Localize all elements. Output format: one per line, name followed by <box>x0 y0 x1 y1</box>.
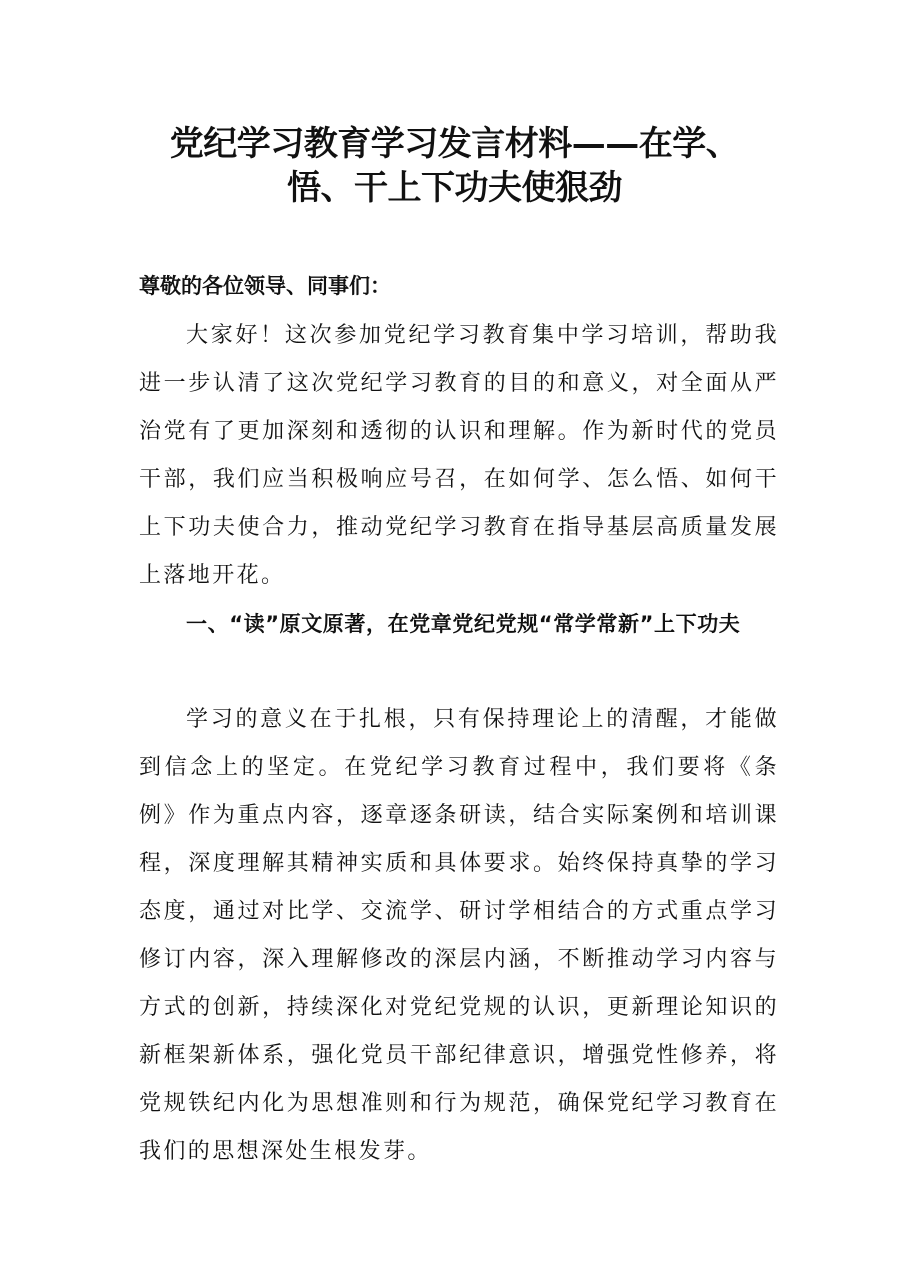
section-heading-1: 一、“读”原文原著，在党章党纪党规“常学常新”上下功夫 <box>186 612 741 636</box>
paragraph-section-1: 学习的意义在于扎根，只有保持理论上的清醒，才能做到信念上的坚定。在党纪学习教育过程中，我们要将《条例》作为重点内容，逐章逐条研读，结合实际案例和培训课程，深度理解其精神实质和具体要求。始终保持真挚的学习态度，通过对比学、交流学、研讨学相结合的方式重点学习修订内容，深入理解修改的深层内涵，不断推动学习内容与方式的创新，持续深化对党纪党规的认识，更新理论知识的新框架新体系，强化党员干部纪律意识，增强党性修养，将党规铁纪内化为思想准则和行为规范，确保党纪学习教育在我们的思想深处生根发芽。 <box>139 707 779 1164</box>
document-title-line-2: 悟、干上下功夫使狠劲 <box>287 168 622 208</box>
salutation: 尊敬的各位领导、同事们： <box>139 274 391 298</box>
paragraph-intro: 大家好！这次参加党纪学习教育集中学习培训，帮助我进一步认清了这次党纪学习教育的目的和意义，对全面从严治党有了更加深刻和透彻的认识和理解。作为新时代的党员干部，我们应当积极响应号召，在如何学、怎么悟、如何干上下功夫使合力，推动党纪学习教育在指导基层高质量发展上落地开花。 <box>139 323 779 588</box>
document-title-line-1: 党纪学习教育学习发言材料——在学、 <box>169 124 740 164</box>
